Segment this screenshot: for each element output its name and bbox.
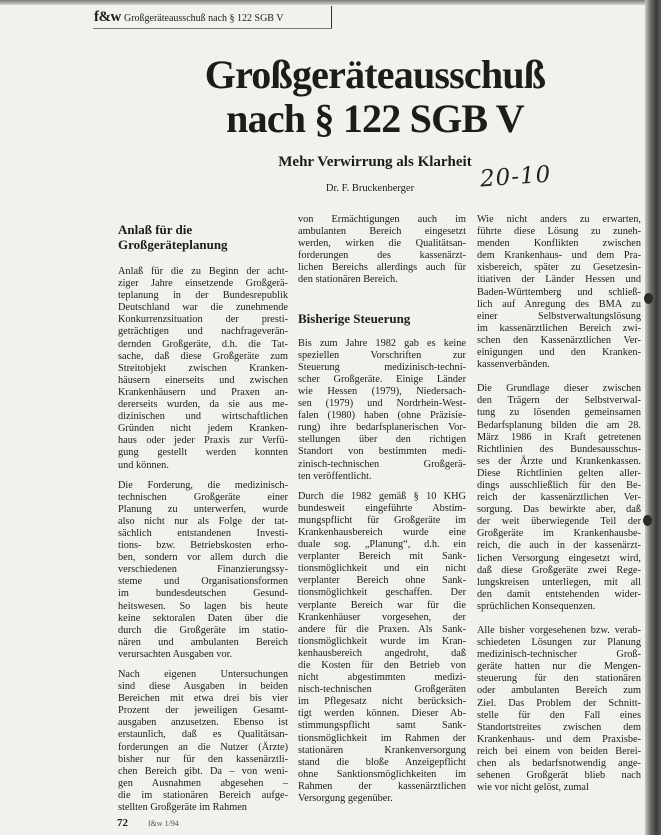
text-line: mungspflicht für Großgeräte im [298,514,466,526]
text-line: gung gestellt werden konnten [118,447,288,459]
text-line: Diese Richtlinien gelten aller- [477,467,641,479]
text-line: Krankenhausbereich wurde eine [298,526,466,538]
text-line: technischen Großgeräte einer [118,491,288,503]
paragraph [298,214,466,287]
paragraph [477,214,641,371]
text-line: ambulanten Bereich eingesetzt [298,226,466,238]
text-line: reich, die auch in der kassenärzt- [477,540,641,552]
text-line: tung zu lösenden gemeinsamen [477,407,641,419]
text-line: schen den Kassenärztlichen Ver- [477,334,641,346]
text-line: häusern einerseits und zwischen [118,374,288,386]
paragraph [477,625,641,794]
text-line: menden Konflikten zwischen [477,238,641,250]
text-line: und können. [118,459,169,471]
text-line: Bedarfsplanung bilden die am 28. [477,419,641,431]
text-line: ses der Ärzte und Krankenkassen. [477,455,641,467]
text-line: nicht abgestimmten medizi- [298,672,466,684]
text-line: forderungen an die Nutzer (Ärzte) [118,741,288,753]
text-line: verplante Bereich war für die [298,599,466,611]
text-line: itiativen der Länder Hessen und [477,274,641,286]
text-line: einigungen und den Kranken- [477,347,641,359]
article-subtitle: Mehr Verwirrung als Klarheit [278,154,472,170]
text-line: ten veröffentlicht. [298,470,372,482]
text-line: Großgeräte im Krankenhausbe- [477,528,641,540]
text-line: forderungen des kassenärzt- [298,250,466,262]
text-line: teplanung in der Bundesrepublik [118,290,288,302]
text-line: dernden Großgeräte, d.h. die Tat- [118,338,288,350]
text-line: wie Hessen (1979), Niedersach- [298,385,466,397]
text-line: stationären Krankenversorgung [298,744,466,756]
text-line: Planung zu unterwerfen, wurde [118,503,288,515]
text-line: schiedeten Lösungen zur Planung [477,637,641,649]
text-line: von Ermächtigungen auch im [298,214,466,225]
text-line: chen Bereich gibt. Da – von weni- [118,765,288,777]
text-line: im bundesdeutschen Gesund- [118,588,288,600]
text-line: stimmungspflicht samt Sank- [298,720,466,732]
text-line: tionsmöglichkeit wurde im Kran- [298,635,466,647]
text-line: im kassenärztlichen Bereich zwi- [477,322,641,334]
paragraph [118,480,288,661]
text-line: rung) ihre bedarfsplanerischen Vor- [298,422,466,434]
text-line: zinisch-technischen Großgerä- [298,458,466,470]
text-line: Wie nicht anders zu erwarten, [477,214,641,225]
text-line: falen (1980) haben (ohne Präzisie- [298,410,466,422]
column-2 [298,214,466,805]
article-title [175,53,575,141]
text-line: tions- bzw. Betriebskosten erho- [118,540,288,552]
text-line: verplanter Bereich ohne Sank- [298,575,466,587]
column-1 [118,222,288,814]
text-line: stellten Großgeräte im Rahmen [118,802,247,814]
text-line: Standortstreites zwischen dem [477,721,641,733]
header-rule [93,28,332,29]
text-line: dings ausschließlich für den Be- [477,479,641,491]
text-line: im Pflegesatz nicht berücksich- [298,696,466,708]
text-line: Die Grundlage dieser zwischen [477,383,641,395]
text-line: Versorgung gegenüber. [298,793,393,805]
text-line: bisher nur für den kassenärztli- [118,753,288,765]
text-line: der weit überwiegende Teil der [477,516,641,528]
text-line: einer Selbstverwaltungslösung [477,310,641,322]
text-line: sorgung. Das bewirkte aber, daß [477,504,641,516]
section-heading [118,222,288,252]
text-line: die im stationären Bereich aufge- [118,789,288,801]
text-line: Durch die 1982 gemäß § 10 KHG [298,490,466,502]
text-line: Gründen nicht jedem Kranken- [118,423,288,435]
text-line: ohne Sanktionsmöglichkeiten im [298,768,466,780]
text-line: tionsmöglichkeit und ein nicht [298,563,466,575]
punch-hole-mark [644,293,653,304]
text-line: die Kosten für den Betrieb von [298,660,466,671]
text-line: sind diese Ausgaben in beiden [118,681,288,693]
text-line: heitswesen. So lagen bis heute [118,600,288,612]
text-line: verplanter Bereich mit Sank- [298,551,466,563]
text-line: Standort von bestimmten medi- [298,446,466,458]
punch-hole-mark [643,515,652,526]
text-line: steuerung für den stationären [477,673,641,685]
text-line: daß diese Großgeräte zwei Rege- [477,564,641,576]
text-line: Alle bisher vorgesehenen bzw. verab- [477,625,641,636]
text-line: Rahmen der kassenärztlichen [298,780,466,792]
text-line: lichen Bereichs allerdings auch für [298,262,466,274]
text-line: ben, sondern vor allem durch die [118,552,288,564]
text-line: dererseits wurden, da sie aus me- [118,399,288,411]
text-line: geträchtigen und nachfrageverän- [118,326,288,338]
text-line: sprüchlichen Konsequenzen. [477,600,596,612]
text-line: Bereichen mit etwa drei bis vier [118,693,288,705]
section-heading [298,311,466,326]
text-line: ziger Jahre einsetzende Großgerä- [118,278,288,290]
text-line: bundesweit eingeführte Abstim- [298,502,466,514]
text-line: sehenen Großgerät blieb nach [477,770,641,782]
text-line: werden, wirken die Qualitätsan- [298,238,466,250]
column-3 [477,214,641,794]
text-line: Anlaß für die zu Beginn der acht- [118,266,288,277]
text-line: reich bei einem von beiden Berei- [477,745,641,757]
paragraph [118,669,288,814]
text-line: stellungen über den richtigen [298,434,466,446]
text-line: lich auf Anregung des BMA zu [477,298,641,310]
text-line: duale sog. „Planung“, d.h. ein [298,539,466,551]
header-divider [331,6,332,28]
text-line: haus oder jeder Praxis zur Verfü- [118,435,288,447]
text-line: wie vor nicht gelöst, zumal [477,782,589,794]
text-line: oder ambulanten Bereich zum [477,685,641,697]
text-line: Baden-Württemberg und schließ- [477,286,641,298]
text-line: tionsmöglichkeit im Rahmen der [298,732,466,744]
text-line: steme und Organisationsformen [118,576,288,588]
scan-edge-right [645,0,661,835]
text-line: Deutschland war die zunehmende [118,302,288,314]
issue-label: f&w 1/94 [148,819,179,828]
text-line: Nach eigenen Untersuchungen [118,669,288,680]
article-title-line: nach § 122 SGB V [226,96,524,141]
text-line: den Trägern der Selbstverwal- [477,395,641,407]
text-line: geräte hatten nur die Mengen- [477,661,641,673]
text-line: sen (1979) und Nordrhein-West- [298,398,466,410]
handwritten-note: 20-10 [479,161,553,193]
magazine-logo: f&w [94,9,121,25]
scan-edge-top [0,0,661,5]
text-line: chen als bedarfsnotwendig ange- [477,758,641,770]
text-line: März 1986 in Kraft getretenen [477,431,641,443]
text-line: stelle für den Fall eines [477,709,641,721]
text-line: Streitobjekt zwischen Kranken- [118,362,288,374]
text-line: lungskreisen unterliegen, mit all [477,576,641,588]
text-line: verursachten Ausgaben vor. [118,648,233,660]
text-line: kassenverbänden. [477,359,550,371]
paragraph [118,266,288,472]
text-line: Richtlinien des Bundesausschus- [477,443,641,455]
text-line: xisbereich, später zu Gesetzesin- [477,262,641,274]
text-line: Krankenhäusern und Praxen an- [118,386,288,398]
text-line: tionsmöglichkeit geschaffen. Der [298,587,466,599]
text-line: scher Großgeräte. Einige Länder [298,373,466,385]
text-line: Bis zum Jahre 1982 gab es keine [298,337,466,349]
text-line: ausgaben anzusetzen. Ebenso ist [118,717,288,729]
text-line: verschiedenen Finanzierungssy- [118,564,288,576]
article-title-line: Großgeräteausschuß [204,52,546,97]
text-line: den stationären Bereich. [298,274,398,286]
article-author: Dr. F. Bruckenberger [325,183,415,194]
text-line: Steuerung medizinisch-techni- [298,361,466,373]
text-line: keine sektoralen Daten über die [118,612,288,624]
text-line: führte diese Lösung zu zuneh- [477,226,641,238]
text-line: kenhausbereich angedroht, daß [298,647,466,659]
text-line: Konkurrenzsituation der presti- [118,314,288,326]
text-line: Ziel. Das Problem der Schnitt- [477,697,641,709]
text-line: tigt werden können. Dieser Ab- [298,708,466,720]
text-line: dem Krankenhaus- und dem Pra- [477,250,641,262]
text-line: dizinischen und wirtschaftlichen [118,411,288,423]
text-line: durch die Großgeräte im statio- [118,624,288,636]
text-line: sächlich entstandenen Investi- [118,527,288,539]
text-line: medizinisch-technischer Groß- [477,649,641,661]
paragraph [298,491,466,805]
text-line: Krankenhaus- und dem Praxisbe- [477,733,641,745]
heading-line: Großgeräteplanung [118,237,228,252]
text-line: den damit entstehenden wider- [477,588,641,600]
paragraph [298,338,466,483]
page-number: 72 [117,817,128,829]
running-header-title: Großgeräteausschuß nach § 122 SGB V [124,13,284,24]
text-line: also nicht nur als Folge der tat- [118,515,288,527]
text-line: stand die bloße Anzeigepflicht [298,756,466,768]
text-line: nisch-technischen Großgeräten [298,684,466,696]
text-line: lichen Versorgung eingesetzt wird, [477,552,641,564]
text-line: sache, daß diese Großgeräte zum [118,350,288,362]
text-line: speziellen Vorschriften zur [298,349,466,361]
text-line: erstaunlich, daß es Qualitätsan- [118,729,288,741]
text-line: Prozent der jeweiligen Gesamt- [118,705,288,717]
text-line: gen Ausnahmen abgesehen – [118,777,288,789]
heading-line: Anlaß für die [118,222,193,237]
text-line: nären und ambulanten Bereich [118,636,288,648]
text-line: Krankenhäuser vorgesehen, der [298,611,466,623]
heading-line: Bisherige Steuerung [298,310,411,326]
paragraph [477,383,641,613]
text-line: andere für die Praxen. Als Sank- [298,623,466,635]
text-line: reich der kassenärztlichen Ver- [477,492,641,504]
text-line: Die Forderung, die medizinisch- [118,479,288,491]
